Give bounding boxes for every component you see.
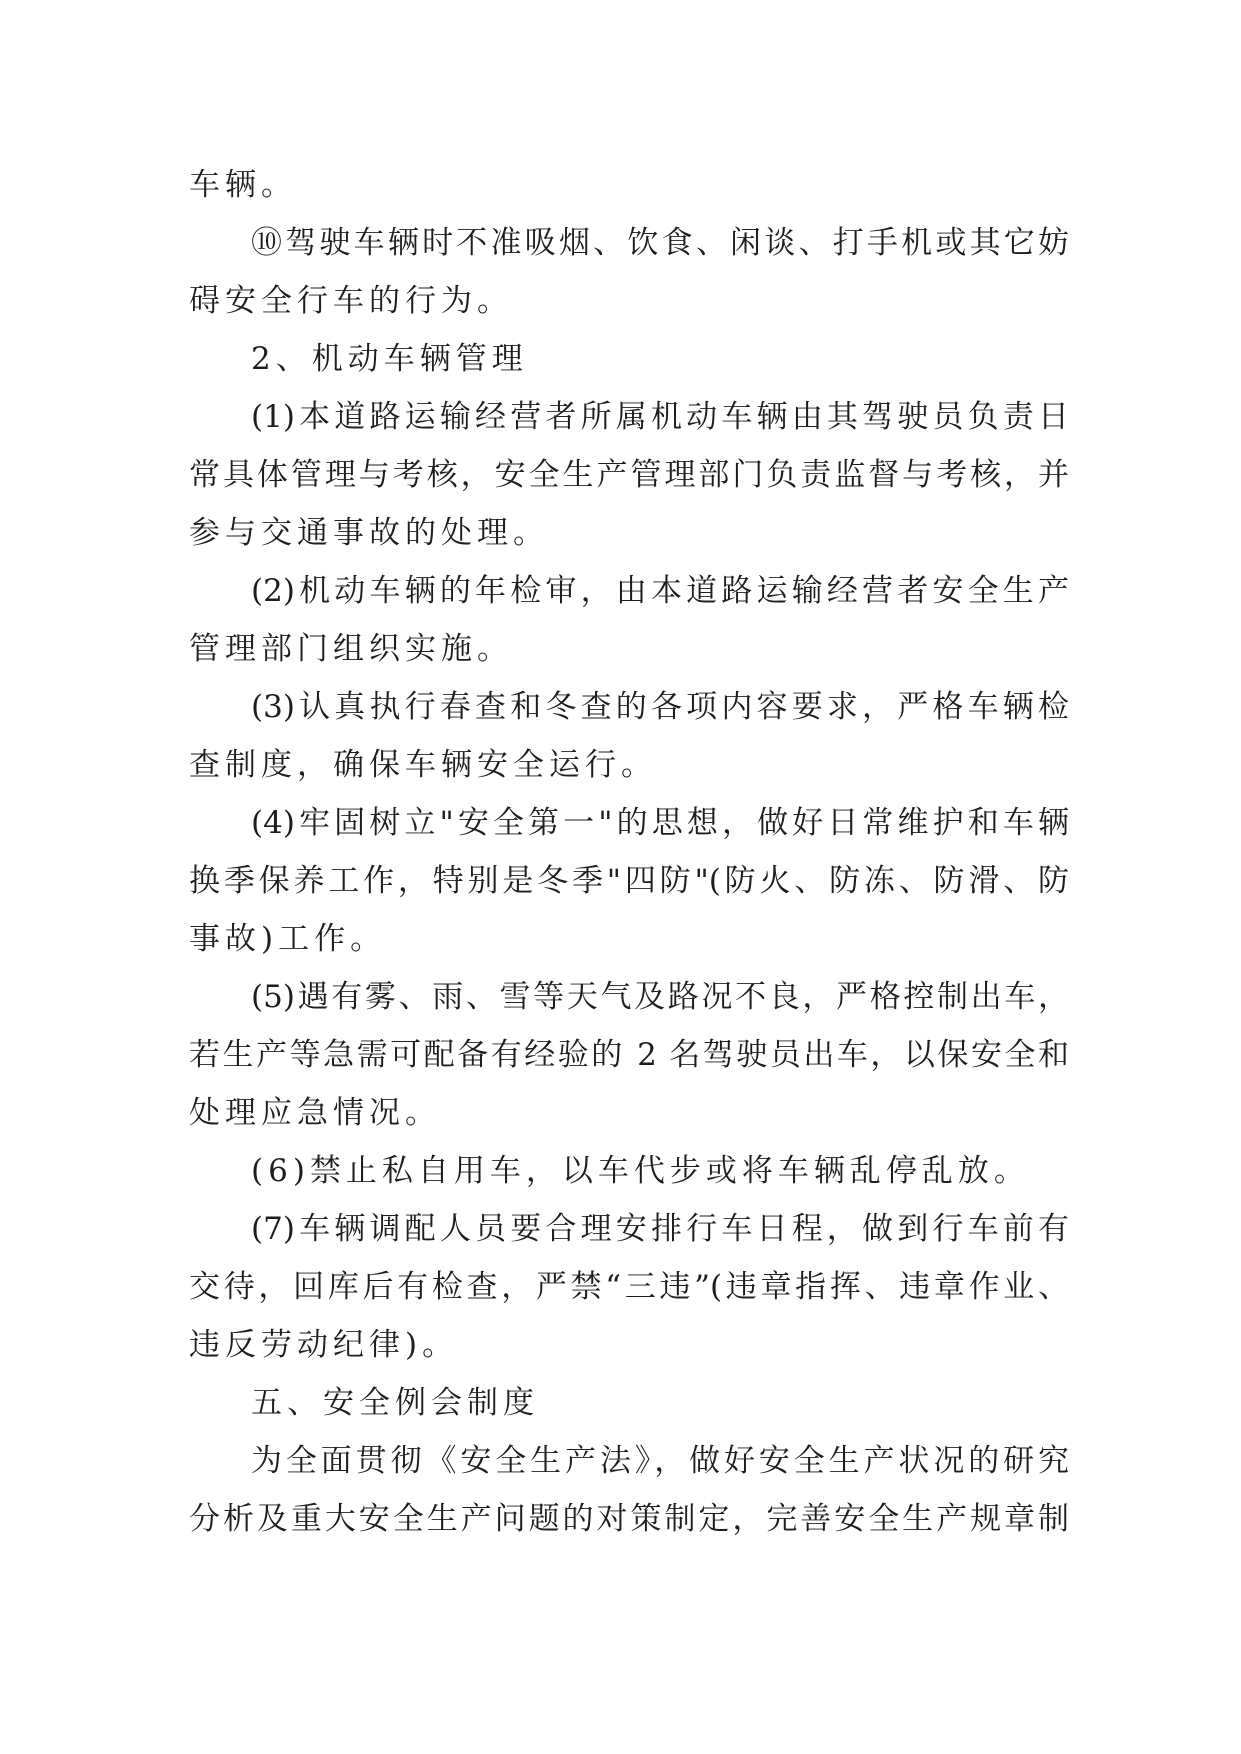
text-line: (7)车辆调配人员要合理安排行车日程，做到行车前有 — [251, 1211, 1069, 1247]
text-line: 为全面贯彻《安全生产法》，做好安全生产状况的研究 — [251, 1443, 1069, 1479]
text-line: 常具体管理与考核，安全生产管理部门负责监督与考核，并 — [189, 457, 1069, 493]
text-line: (5)遇有雾、雨、雪等天气及路况不良，严格控制出车， — [251, 979, 1069, 1015]
text-line: 事故)工作。 — [189, 921, 387, 957]
text-line: 查制度，确保车辆安全运行。 — [189, 747, 657, 783]
section-heading: 2、机动车辆管理 — [251, 341, 528, 377]
text-line: 换季保养工作，特别是冬季"四防"(防火、防冻、防滑、防 — [189, 863, 1069, 899]
text-line: 参与交通事故的处理。 — [189, 515, 549, 551]
text-line: 车辆。 — [189, 167, 297, 203]
text-line: 处理应急情况。 — [189, 1095, 441, 1131]
document-body — [189, 156, 1069, 1548]
text-line: (6)禁止私自用车，以车代步或将车辆乱停乱放。 — [251, 1153, 1030, 1189]
text-line: 违反劳动纪律)。 — [189, 1327, 459, 1363]
section-heading: 五、安全例会制度 — [251, 1385, 539, 1421]
text-line: 碍安全行车的行为。 — [189, 283, 513, 319]
text-line: 若生产等急需可配备有经验的 2 名驾驶员出车，以保安全和 — [189, 1037, 1069, 1073]
text-line: 分析及重大安全生产问题的对策制定，完善安全生产规章制 — [189, 1501, 1069, 1537]
text-line: (3)认真执行春查和冬查的各项内容要求，严格车辆检 — [251, 689, 1069, 725]
text-line: (1)本道路运输经营者所属机动车辆由其驾驶员负责日 — [251, 399, 1069, 435]
text-line: 交待，回库后有检查，严禁“三违”(违章指挥、违章作业、 — [189, 1269, 1069, 1305]
text-line: (4)牢固树立"安全第一"的思想，做好日常维护和车辆 — [251, 805, 1069, 841]
text-line: 管理部门组织实施。 — [189, 631, 513, 667]
text-line: (2)机动车辆的年检审，由本道路运输经营者安全生产 — [251, 573, 1069, 609]
text-line: ⑩驾驶车辆时不准吸烟、饮食、闲谈、打手机或其它妨 — [251, 225, 1069, 261]
